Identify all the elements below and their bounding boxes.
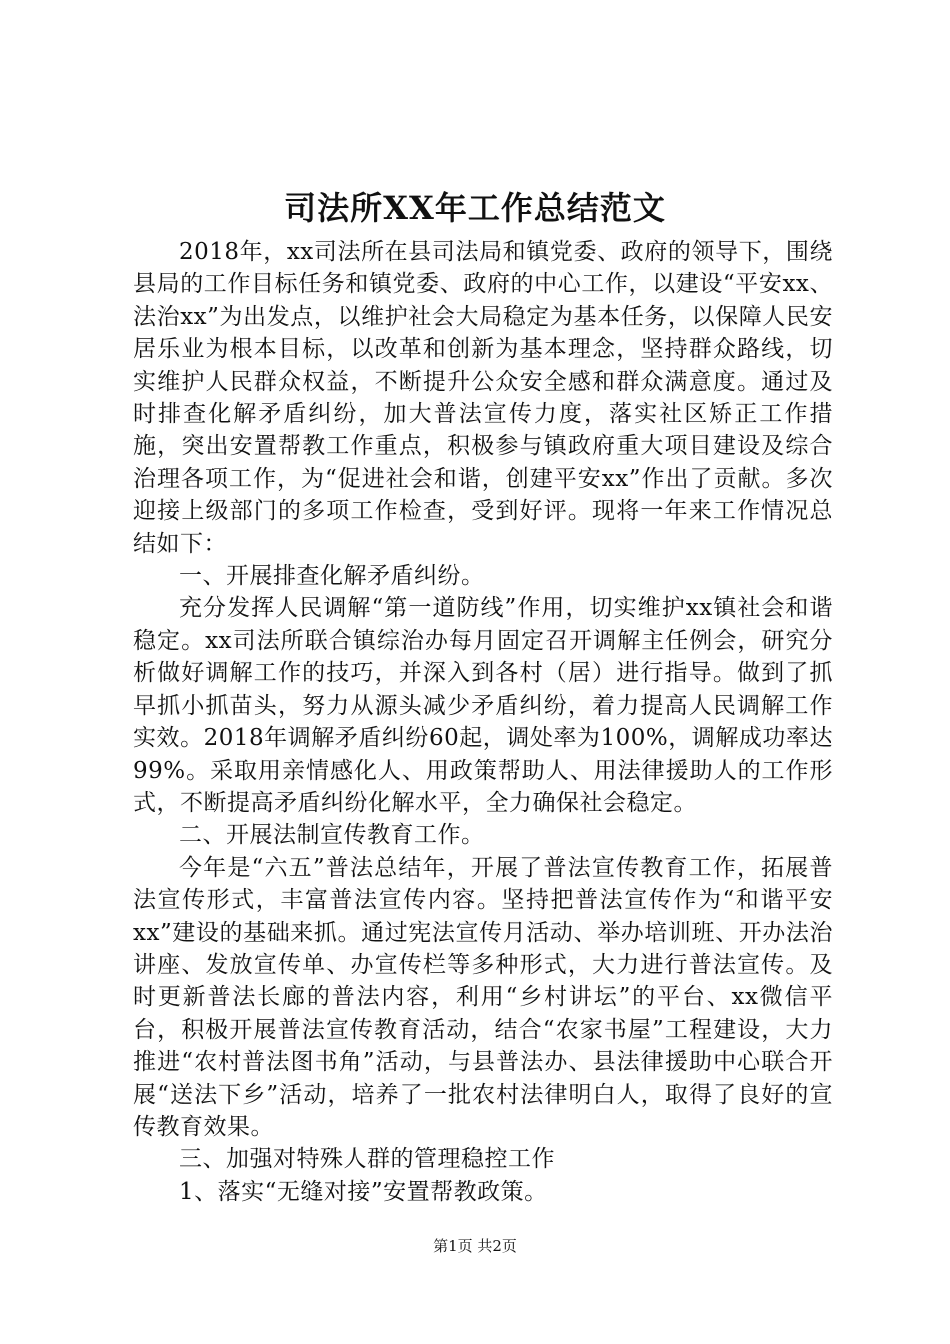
page-footer: 第1页 共2页 <box>433 1237 517 1255</box>
section-heading-1: 一、开展排查化解矛盾纠纷。 <box>179 563 485 590</box>
paragraph-mediation: 充分发挥人民调解“第一道防线”作用，切实维护xx镇社会和谐稳定。xx司法所联合镇综治办每月固定召开调解主任例会，研究分析做好调解工作的技巧，并深入到各村（居）进行指导。做到了抓早抓小抓苗头，努力从源头减少矛盾纠纷，着力提高人民调解工作实效。2018年调解矛盾纠纷60起，调处率为100%，调解成功率达99%。采取用亲情感化人、用政策帮助人、用法律援助人的工作形式，不断提高矛盾纠纷化解水平，全力确保社会稳定。 <box>133 595 833 816</box>
section-heading-2: 二、开展法制宣传教育工作。 <box>179 822 485 849</box>
document-body <box>133 236 833 1208</box>
paragraph-intro: 2018年，xx司法所在县司法局和镇党委、政府的领导下，围绕县局的工作目标任务和镇党委、政府的中心工作，以建设“平安xx、法治xx”为出发点，以维护社会大局稳定为基本任务，以保障人民安居乐业为根本目标，以改革和创新为基本理念，坚持群众路线，切实维护人民群众权益，不断提升公众安全感和群众满意度。通过及时排查化解矛盾纠纷，加大普法宣传力度，落实社区矫正工作措施，突出安置帮教工作重点，积极参与镇政府重大项目建设及综合治理各项工作，为“促进社会和谐，创建平安xx”作出了贡献。多次迎接上级部门的多项工作检查，受到好评。现将一年来工作情况总结如下： <box>133 239 833 557</box>
document-title: 司法所XX年工作总结范文 <box>284 189 666 227</box>
section-heading-3: 三、加强对特殊人群的管理稳控工作 <box>179 1146 555 1173</box>
subsection-heading-1: 1、落实“无缝对接”安置帮教政策。 <box>179 1178 548 1205</box>
paragraph-legal-education: 今年是“六五”普法总结年，开展了普法宣传教育工作，拓展普法宣传形式，丰富普法宣传内容。坚持把普法宣传作为“和谐平安xx”建设的基础来抓。通过宪法宣传月活动、举办培训班、开办法治讲座、发放宣传单、办宣传栏等多种形式，大力进行普法宣传。及时更新普法长廊的普法内容，利用“乡村讲坛”的平台、xx微信平台，积极开展普法宣传教育活动，结合“农家书屋”工程建设，大力推进“农村普法图书角”活动，与县普法办、县法律援助中心联合开展“送法下乡”活动，培养了一批农村法律明白人，取得了良好的宣传教育效果。 <box>133 854 833 1140</box>
